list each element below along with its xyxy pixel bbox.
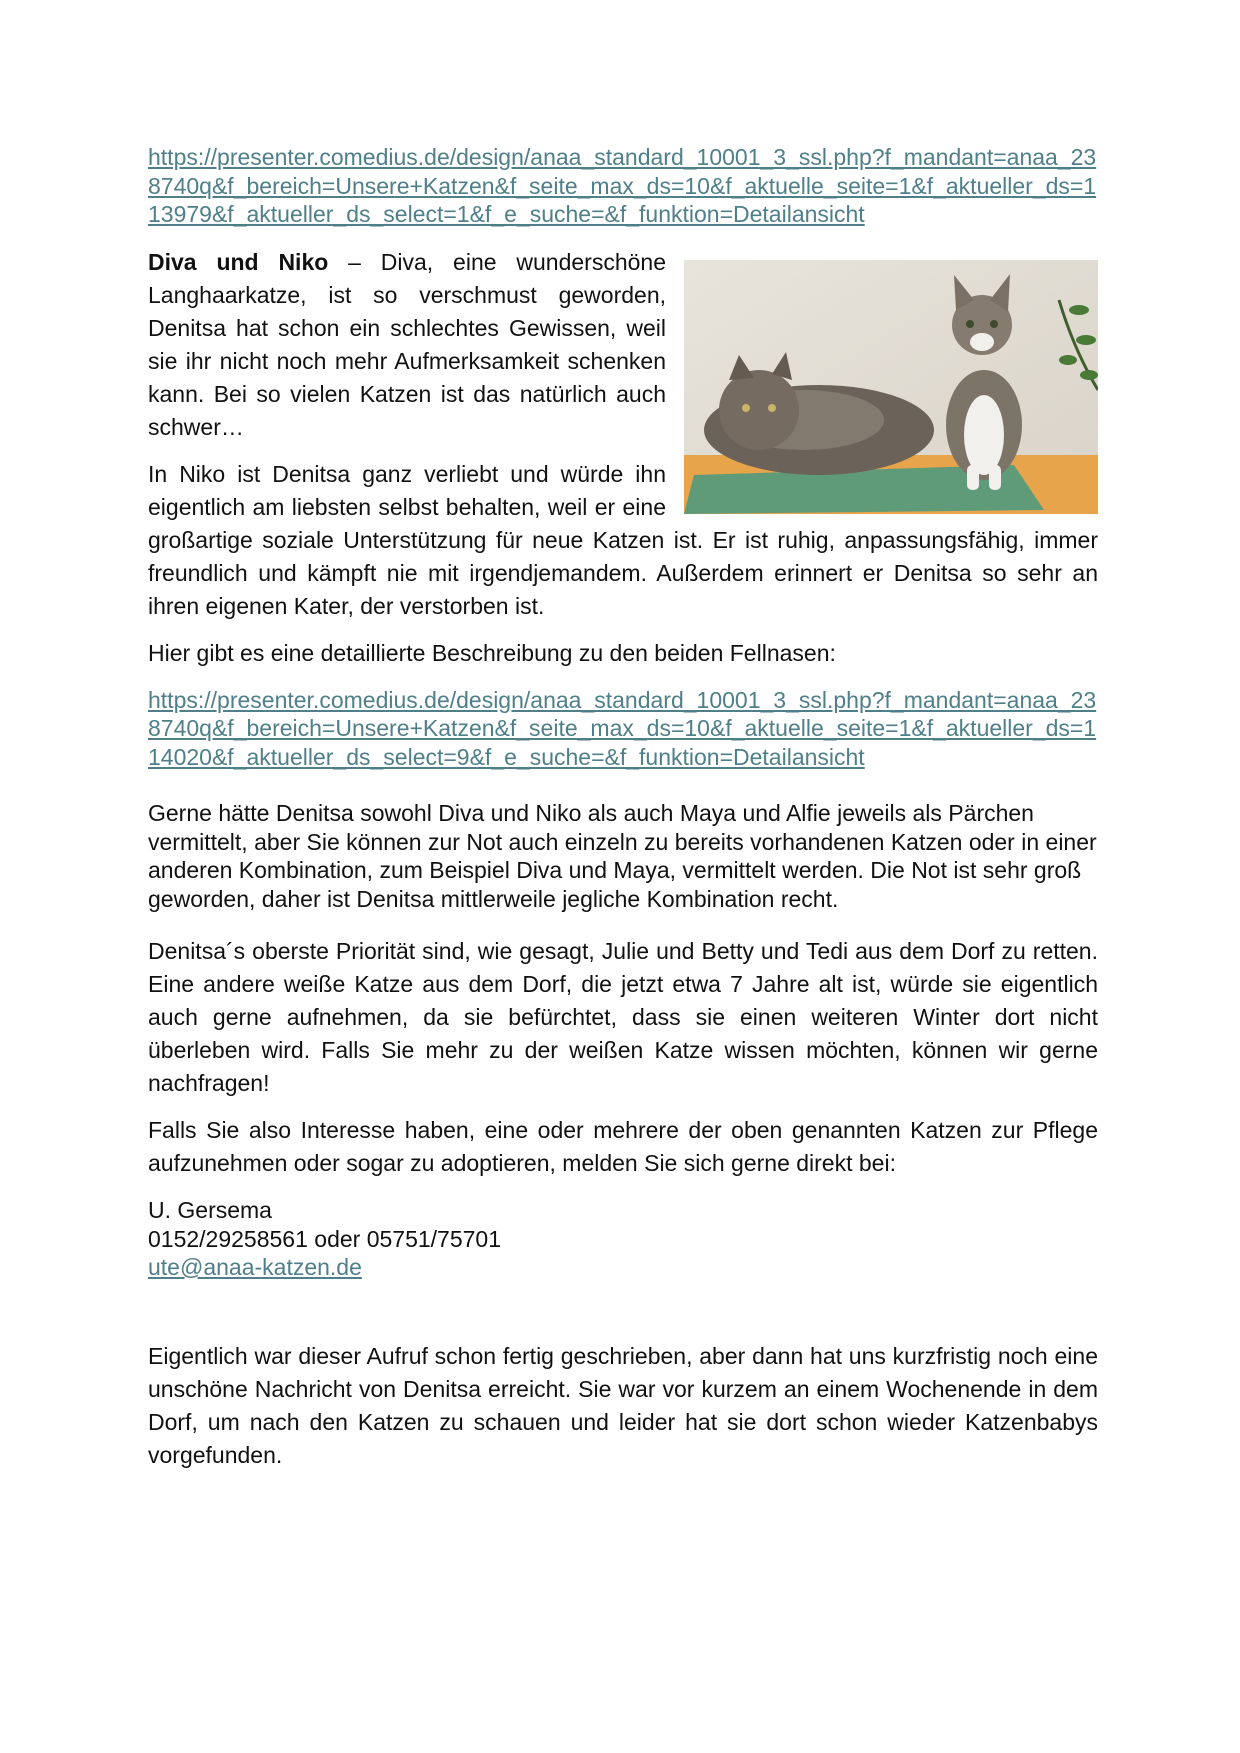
closing-paragraph: Eigentlich war dieser Aufruf schon fertig geschrieben, aber dann hat uns kurzfristig noch eine unschöne Nachricht von Denitsa erreicht. Sie war vor kurzem an einem Wochenende in dem Dorf, um nach den Katzen zu schauen und leider hat sie dort schon wieder Katzenbabys vorgefunden. [148,1342,1098,1468]
contact-phone: 0152/29258561 oder 05751/75701 [148,1225,502,1252]
niko-description: In Niko ist Denitsa ganz verliebt und würde ihn eigentlich am liebsten selbst behalten, weil er eine großartige soziale Unterstützung für neue Katzen ist. Er ist ruhig, anpassungsfähig, immer freundlich und kämpft nie mit irgendjemandem. Außerdem erinnert er Denitsa so sehr an ihren eigenen Kater, der verstorben ist. [148,460,1098,619]
cat-detail-link-niko[interactable]: https://presenter.comedius.de/design/anaa_standard_10001_3_ssl.php?f_mandant=anaa_238740q&f_bereich=Unsere+Katzen&f_seite_max_ds=10&f_aktuelle_seite=1&f_aktueller_ds=114020&f_aktueller_ds_select=9&f_e_suche=&f_funktion=Detailansicht [148,686,1097,770]
contact-block [148,1196,1098,1282]
cats-photo [684,260,1098,514]
interest-paragraph: Falls Sie also Interesse haben, eine oder mehrere der oben genannten Katzen zur Pflege aufzunehmen oder sogar zu adoptieren, melden Sie sich gerne direkt bei: [148,1117,1098,1176]
cat-detail-link-diva[interactable]: https://presenter.comedius.de/design/anaa_standard_10001_3_ssl.php?f_mandant=anaa_238740q&f_bereich=Unsere+Katzen&f_seite_max_ds=10&f_aktuelle_seite=1&f_aktueller_ds=113979&f_aktueller_ds_select=1&f_e_suche=&f_funktion=Detailansicht [148,144,1097,227]
priority-paragraph: Denitsa´s oberste Priorität sind, wie gesagt, Julie und Betty und Tedi aus dem Dorf zu retten. Eine andere weiße Katze aus dem Dorf, die jetzt etwa 7 Jahre alt ist, würde sie eigentlich auch gerne aufnehmen, da sie befürchtet, dass sie einen weiteren Winter dort nicht überleben wird. Falls Sie mehr zu der weißen Katze wissen möchten, können wir gerne nachfragen! [148,938,1098,1096]
detail-intro: Hier gibt es eine detaillierte Beschreibung zu den beiden Fellnasen: [148,639,836,666]
diva-niko-section [148,246,1098,670]
contact-email-link[interactable]: ute@anaa-katzen.de [148,1254,362,1280]
cat-names: Diva und Niko [148,248,329,275]
pairs-paragraph: Gerne hätte Denitsa sowohl Diva und Niko als auch Maya und Alfie jeweils als Pärchen vermittelt, aber Sie können zur Not auch einzeln zu bereits vorhandenen Katzen oder in einer anderen Kombination, zum Beispiel Diva und Maya, vermittelt werden. Die Not ist sehr groß geworden, daher ist Denitsa mittlerweile jegliche Kombination recht. [148,800,1097,912]
cats-photo-illustration [684,260,1098,514]
document-page [148,143,1098,1472]
diva-description: – Diva, eine wunderschöne Langhaarkatze, ist so verschmust geworden, Denitsa hat schon ein schlechtes Gewissen, weil sie ihr nicht noch mehr Aufmerksamkeit schenken kann. Bei so vielen Katzen ist das natürlich auch schwer… [148,248,667,440]
contact-name: U. Gersema [148,1197,272,1223]
